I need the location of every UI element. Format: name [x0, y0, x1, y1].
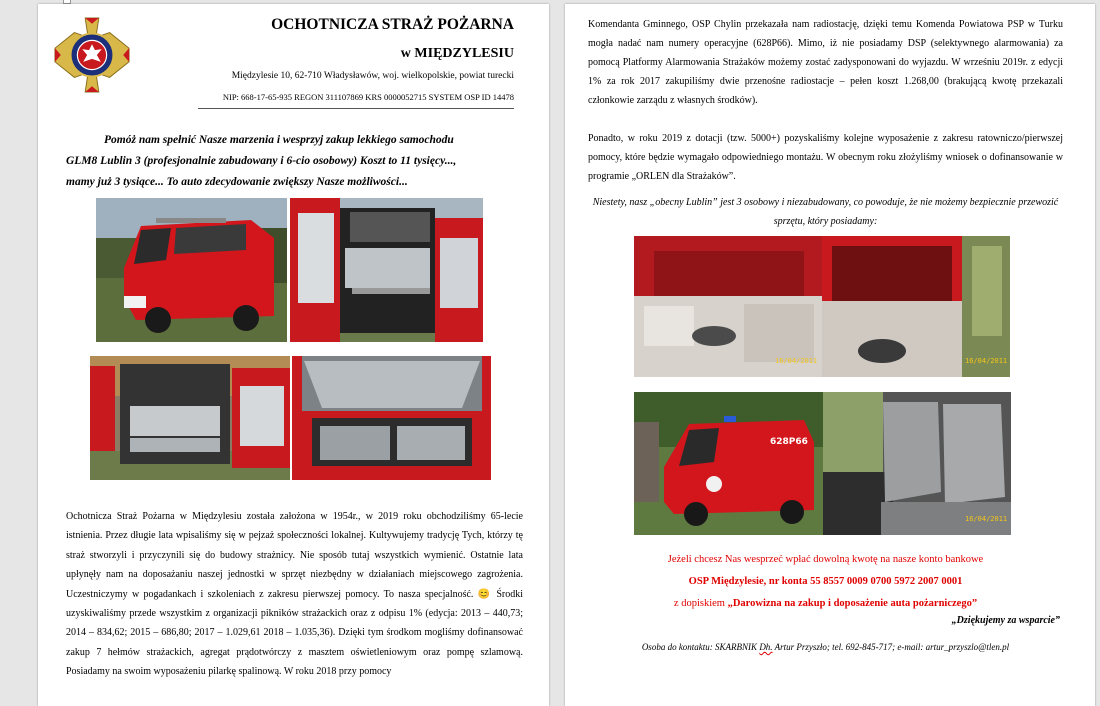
document-page-1: [38, 4, 549, 706]
fire-brigade-emblem: [53, 14, 131, 96]
contact-title-abbrev: Dh.: [759, 642, 773, 652]
contact-prefix: Osoba do kontaktu: SKARBNIK: [641, 642, 760, 652]
fundraising-appeal: [66, 130, 523, 193]
organization-registry-ids: NIP: 668-17-65-935 REGON 311107869 KRS 0000052715 SYSTEM OSP ID 14478: [222, 92, 514, 102]
transfer-title: „Darowizna na zakup i doposażenie auta pożarniczego”: [727, 598, 978, 609]
organization-location: w MIĘDZYLESIU: [400, 46, 514, 61]
thank-you-note: „Dziękujemy za wsparcie”: [951, 615, 1060, 626]
photo-current-van-cargo-area: [822, 236, 1010, 377]
photo-current-van-interior: [634, 236, 822, 377]
document-page-2: [565, 4, 1095, 706]
photo-new-van-side-doors: [90, 356, 290, 480]
bank-account-number: OSP Międzylesie, nr konta 55 8557 0009 0700 5972 2007 0001: [688, 576, 963, 587]
contact-info: [588, 642, 1063, 652]
donation-call-to-action: Jeżeli chcesz Nas wesprzeć wpłać dowolną kwotę na nasze konto bankowe: [667, 554, 984, 565]
organization-title: OCHOTNICZA STRAŻ POŻARNA: [271, 16, 514, 33]
equipment-paragraph: Komendanta Gminnego, OSP Chylin przekazała nam radiostację, dzięki temu Komenda Powiatowa PSP w Turku mogła nadać nam numery operacyjne (628P66). Mimo, iż nie posiadamy DSP (selektywnego alarmowania) za pomocą Platformy Alarmowania Strażaków możemy zostać zadysponowani do wyjazdu. W wrześniu 2019r. z edycji 1% za rok 2017 zakupiliśmy dwie przenośne radiostacje – pełen koszt 1.268,00 (brakującą kwotę przekazali członkowie zarządu z własnych środków).: [588, 19, 1063, 106]
van-operational-number: 628P66: [770, 437, 808, 447]
history-text: Ochotnicza Straż Pożarna w Międzylesiu została założona w 1954r., w 2019 roku obchodziliśmy 65-lecie istnienia. Przez długie lata wpisaliśmy się w pejzaż społeczności lokalnej. Kultywujemy tradycję Tych, którzy tę straż stworzyli i przyczynili się do budowy strażnicy. Nie sposób tutaj wszystkich wymienić. Ostatnie lata upłynęły nam na doposażaniu naszej jednostki w sprzęt niezbędny w działaniach miejscowego zagrożenia. Uczestniczymy w pogadankach i szkoleniach z zakresu pierwszej pomocy. To nasza specjalność. 😊 Środki uzyskiwaliśmy przede wszystkim z organizacji pikników strażackich oraz z odpisu 1% (edycja: 2013 – 440,73; 2014 – 834,62; 2015 – 686,80; 2017 – 1.029,61 2018 – 1.035,36). Dzięki tym środkom mogliśmy dofinansować zakup 7 hełmów strażackich, agregat prądotwórczy z masztem oświetleniowym oraz pompę szlamową. Posiadamy na swoim wyposażeniu pilarkę spalinową. W roku 2018 przy pomocy: [66, 511, 523, 678]
appeal-line-3: mamy już 3 tysiące... To auto zdecydowanie zwiększy Nasze możliwości...: [66, 176, 408, 188]
photo-new-van-exterior: [96, 198, 287, 342]
grants-paragraph: Ponadto, w roku 2019 z dotacji (tzw. 5000+) pozyskaliśmy kolejne wyposażenie z zakresu ratowniczo/pierwszej pomocy, które będzie wymagało odpowiedniego montażu. W obecnym roku złożyliśmy wniosek o dofinansowanie w programie „ORLEN dla Strażaków”.: [588, 133, 1063, 182]
appeal-line-2: GLM8 Lublin 3 (profesjonalnie zabudowany i 6-cio osobowy) Koszt to 11 tysięcy...,: [66, 155, 457, 167]
photo-date-stamp-2: 16/04/2011: [965, 357, 1008, 365]
photo-current-van-exterior: [634, 392, 823, 535]
photo-new-van-equipment-compartment: [292, 356, 491, 480]
photo-current-van-cab-seats: [823, 392, 1011, 535]
organization-address: Międzylesie 10, 62-710 Władysławów, woj. wielkopolskie, powiat turecki: [231, 71, 514, 81]
photo-new-van-rear-compartment: [290, 198, 483, 342]
photo-date-stamp-1: 16/04/2011: [775, 357, 818, 365]
donation-info: [588, 549, 1063, 615]
photo-date-stamp-3: 16/04/2011: [965, 515, 1008, 523]
transfer-title-line: [588, 593, 1063, 615]
current-van-note: Niestety, nasz „obecny Lublin” jest 3 osobowy i niezabudowany, co powoduje, że nie możemy bezpiecznie przewozić sprzętu, który posiadamy:: [592, 197, 1059, 227]
appeal-line-1: Pomóż nam spełnić Nasze marzenia i wesprzyj zakup lekkiego samochodu: [104, 134, 454, 146]
header-divider: [198, 108, 514, 109]
contact-details: Artur Przyszło; tel. 692-845-717; e-mail: artur_przyszlo@tlen.pl: [772, 642, 1010, 652]
history-paragraph: [66, 507, 523, 682]
transfer-title-prefix: z dopiskiem: [673, 598, 728, 609]
